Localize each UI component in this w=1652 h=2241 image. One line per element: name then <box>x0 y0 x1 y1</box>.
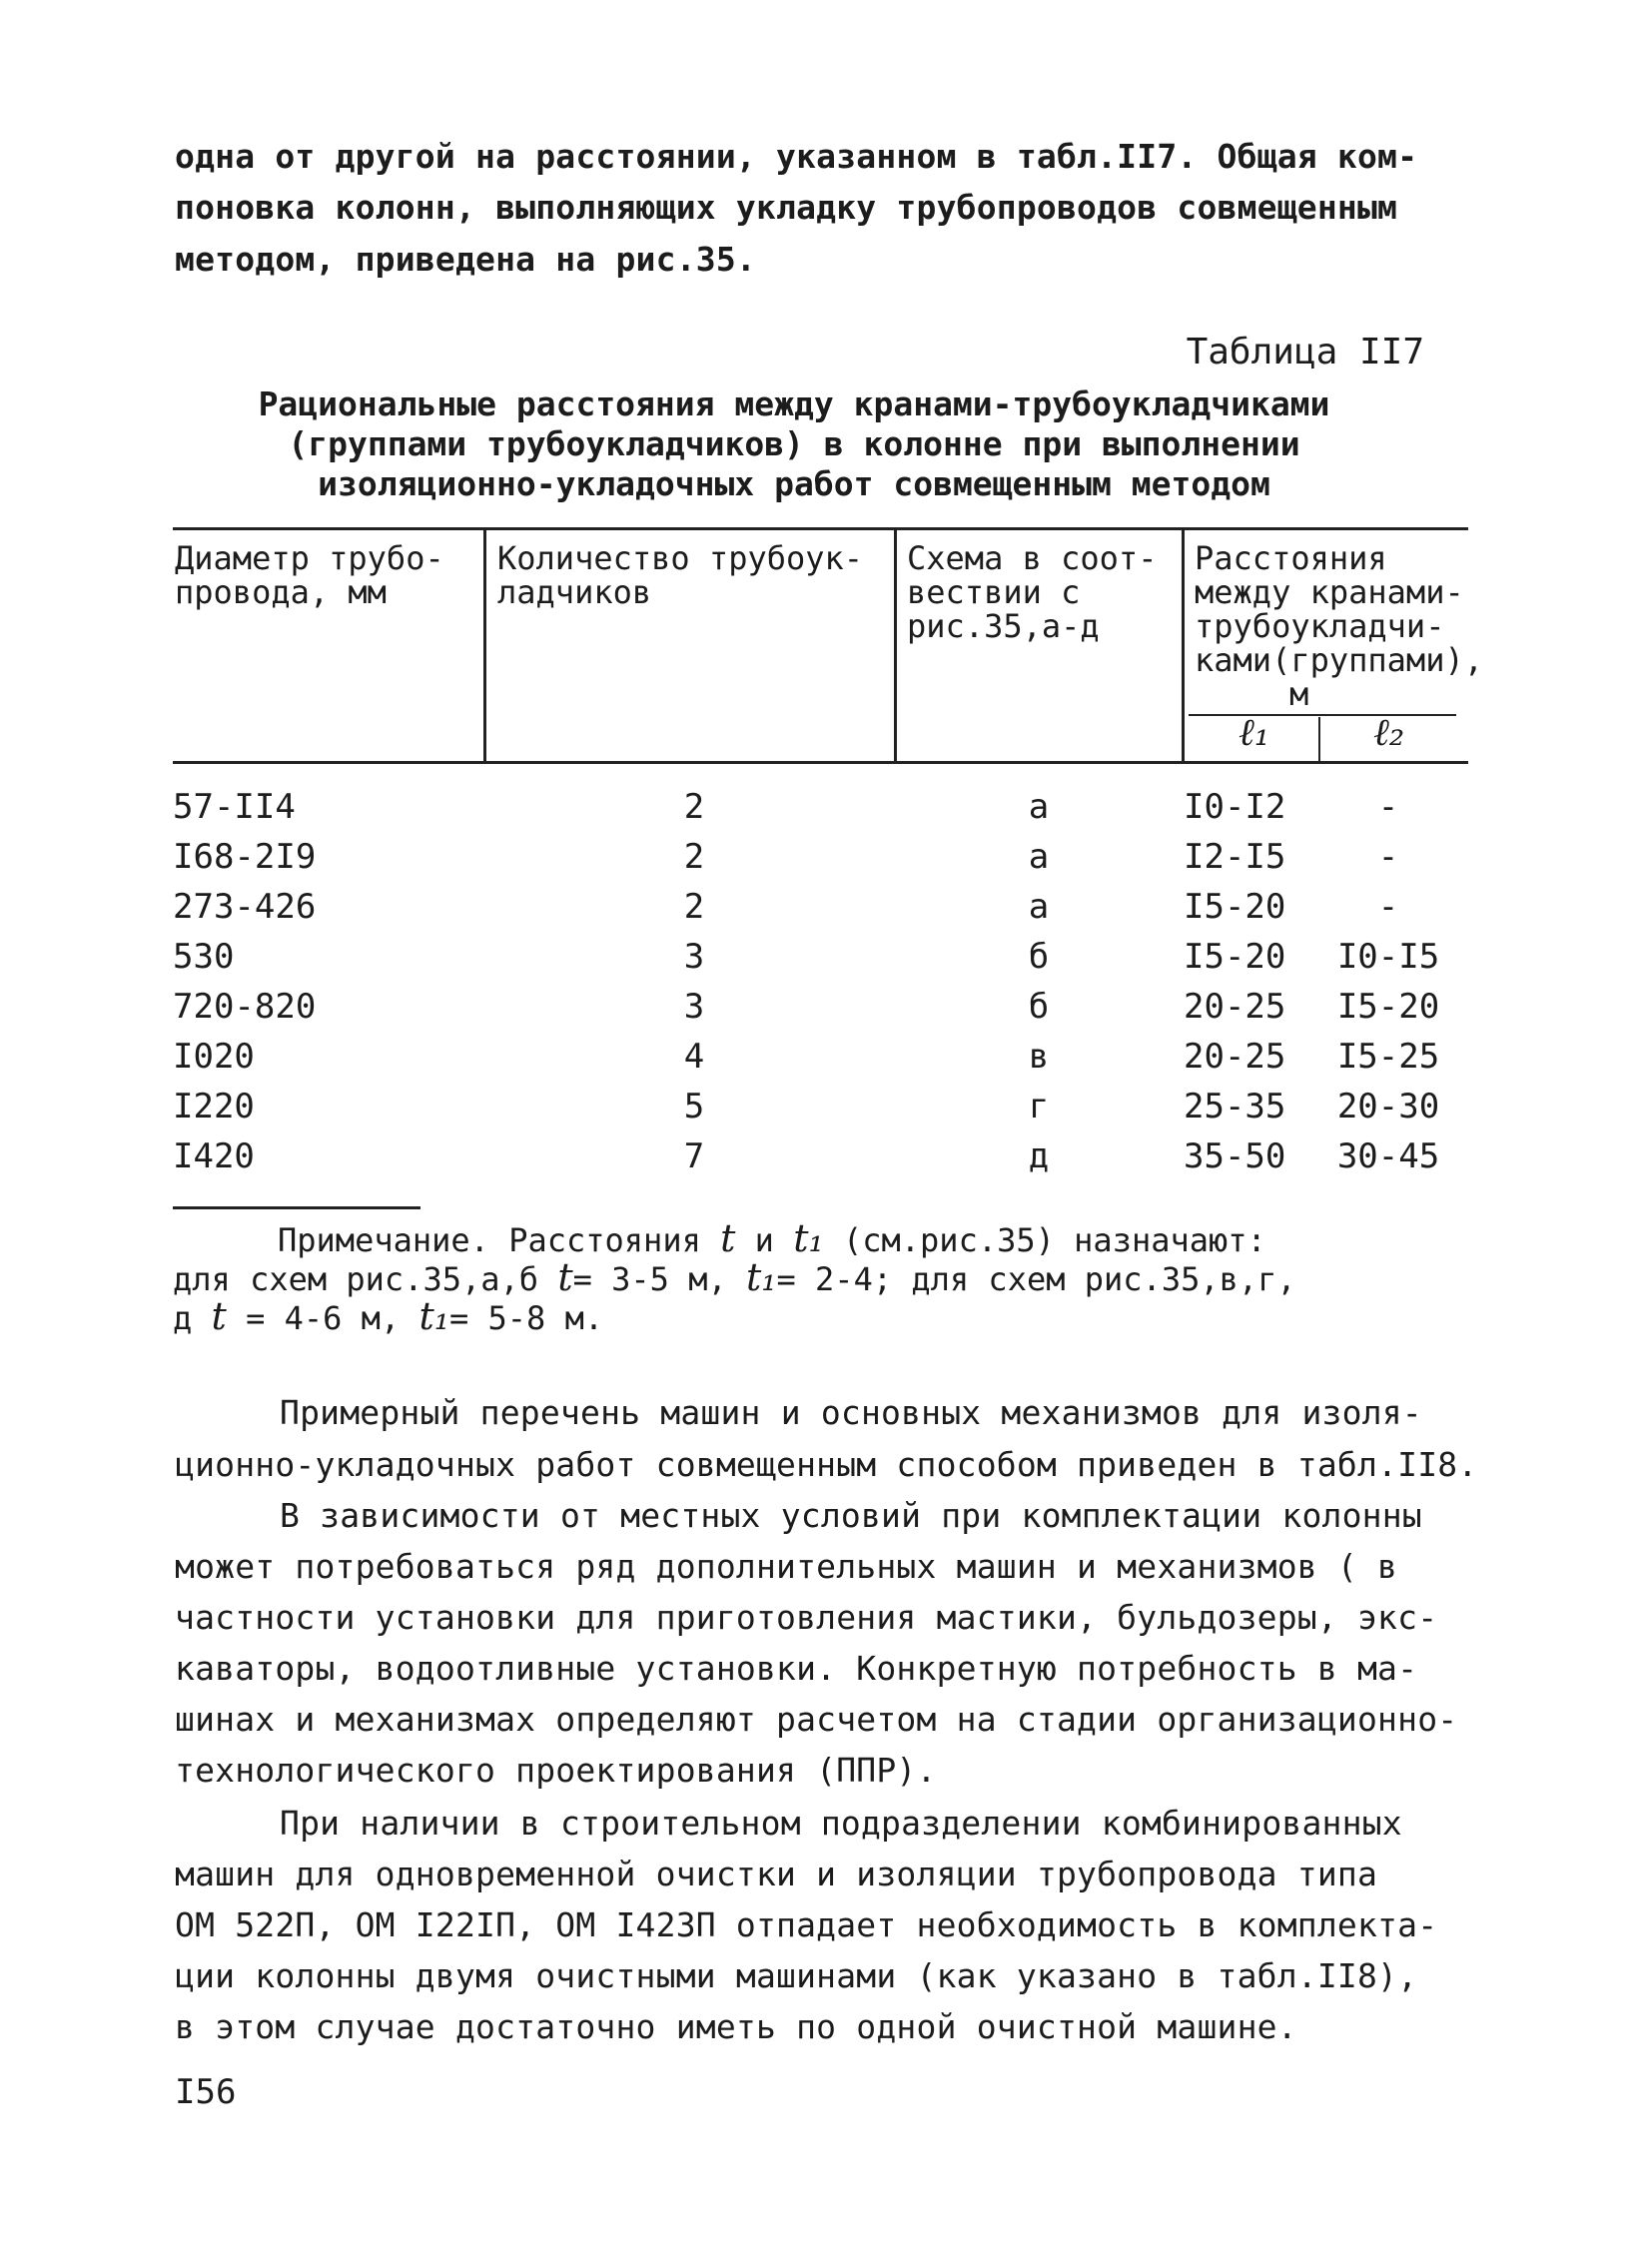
row-diameter: I220 <box>173 1087 255 1126</box>
note-line: д t = 4-6 м, t₁= 5-8 м. <box>173 1294 604 1338</box>
header-diameter: Диаметр трубо- провода, мм <box>175 539 444 611</box>
row-l1: I0-I2 <box>1184 787 1286 827</box>
row-l2: - <box>1377 787 1399 827</box>
header-count: Количество трубоук- ладчиков <box>497 539 864 611</box>
row-l1: I2-I5 <box>1184 837 1286 877</box>
paragraph-line: При наличии в строительном подразделении комбинированных <box>280 1804 1402 1843</box>
paragraph-line: Примерный перечень машин и основных механизмов для изоля- <box>280 1393 1422 1432</box>
table-col-divider <box>1182 527 1185 764</box>
header-l1: ℓ₁ <box>1239 710 1270 754</box>
row-l2: I0-I5 <box>1336 937 1440 977</box>
row-l2: - <box>1377 837 1399 877</box>
paragraph-line: шинах и механизмах определяют расчетом на стадии организационно- <box>175 1700 1458 1739</box>
var-t: t <box>720 1216 736 1260</box>
row-scheme: в <box>1028 1037 1050 1077</box>
page-number: I56 <box>175 2072 237 2112</box>
table-header-bottom-rule <box>173 761 1468 764</box>
row-l2: I5-20 <box>1336 987 1440 1027</box>
header-scheme: Схема в соот- вествии с рис.35,а-д <box>907 539 1158 645</box>
row-scheme: б <box>1028 937 1050 977</box>
row-l1: 25-35 <box>1184 1087 1286 1126</box>
paragraph-line: в этом случае достаточно иметь по одной очистной машине. <box>175 2007 1297 2046</box>
row-count: 3 <box>683 987 705 1027</box>
table-subheader-rule <box>1189 714 1456 716</box>
note-separator <box>173 1206 420 1209</box>
paragraph-line: ОМ 522П, ОМ I22ІП, ОМ I423П отпадает необходимость в комплекта- <box>175 1905 1438 1944</box>
header-l2: ℓ₂ <box>1373 710 1405 754</box>
paragraph-line: ционно-укладочных работ совмещенным способом приведен в табл.II8. <box>175 1445 1478 1484</box>
row-scheme: б <box>1028 987 1050 1027</box>
row-diameter: 273-426 <box>173 887 317 927</box>
paragraph-line: каваторы, водоотливные установки. Конкретную потребность в ма- <box>175 1649 1418 1688</box>
row-l2: I5-25 <box>1336 1037 1440 1077</box>
row-scheme: а <box>1028 887 1050 927</box>
intro-line: методом, приведена на рис.35. <box>175 240 756 279</box>
table-col-divider <box>894 527 897 764</box>
intro-line: одна от другой на расстоянии, указанном в табл.II7. Общая ком- <box>175 137 1418 176</box>
row-l2: 30-45 <box>1336 1136 1440 1176</box>
paragraph-line: может потребоваться ряд дополнительных машин и механизмов ( в <box>175 1547 1398 1586</box>
header-distance: Расстояния между кранами- трубоукладчи- ками(группами), м <box>1195 539 1483 713</box>
table-top-rule <box>173 527 1468 530</box>
row-count: 2 <box>683 837 705 877</box>
var-t1: t₁ <box>793 1216 824 1260</box>
note-line: для схем рис.35,а,б t= 3-5 м, t₁= 2-4; для схем рис.35,в,г, <box>173 1255 1296 1299</box>
table-title-line: Рациональные расстояния между кранами-трубоукладчиками <box>258 384 1330 423</box>
row-l1: 20-25 <box>1184 987 1286 1027</box>
row-scheme: д <box>1028 1136 1050 1176</box>
row-diameter: I420 <box>173 1136 255 1176</box>
row-l1: I5-20 <box>1184 937 1286 977</box>
row-count: 3 <box>683 937 705 977</box>
paragraph-line: машин для одновременной очистки и изоляции трубопровода типа <box>175 1855 1378 1893</box>
row-count: 2 <box>683 787 705 827</box>
row-scheme: г <box>1028 1087 1050 1126</box>
table-subcol-divider <box>1318 717 1320 761</box>
table-label: Таблица II7 <box>1186 332 1424 373</box>
intro-line: поновка колонн, выполняющих укладку трубопроводов совмещенным <box>175 188 1398 227</box>
row-diameter: I020 <box>173 1037 255 1077</box>
paragraph-line: частности установки для приготовления мастики, бульдозеры, экс- <box>175 1598 1438 1637</box>
row-count: 5 <box>683 1087 705 1126</box>
paragraph-line: ции колонны двумя очистными машинами (как указано в табл.II8), <box>175 1956 1418 1995</box>
row-l2: - <box>1377 887 1399 927</box>
row-diameter: 530 <box>173 937 235 977</box>
table-title-line: изоляционно-укладочных работ совмещенным методом <box>318 464 1270 503</box>
table-title <box>180 384 1408 504</box>
row-l1: I5-20 <box>1184 887 1286 927</box>
row-l2: 20-30 <box>1336 1087 1440 1126</box>
row-scheme: а <box>1028 787 1050 827</box>
paragraph-line: технологического проектирования (ППР). <box>175 1751 937 1790</box>
row-diameter: 57-II4 <box>173 787 296 827</box>
row-diameter: I68-2I9 <box>173 837 317 877</box>
row-l1: 35-50 <box>1184 1136 1286 1176</box>
row-count: 4 <box>683 1037 705 1077</box>
row-count: 7 <box>683 1136 705 1176</box>
table-title-line: (группами трубоукладчиков) в колонне при выполнении <box>288 424 1300 463</box>
row-count: 2 <box>683 887 705 927</box>
paragraph-line: В зависимости от местных условий при комплектации колонны <box>280 1496 1422 1535</box>
note-line: Примечание. Расстояния t и t₁ (см.рис.35) назначают: <box>278 1216 1266 1260</box>
table-col-divider <box>483 527 486 764</box>
table-note <box>173 1216 1296 1338</box>
row-scheme: а <box>1028 837 1050 877</box>
row-l1: 20-25 <box>1184 1037 1286 1077</box>
row-diameter: 720-820 <box>173 987 317 1027</box>
